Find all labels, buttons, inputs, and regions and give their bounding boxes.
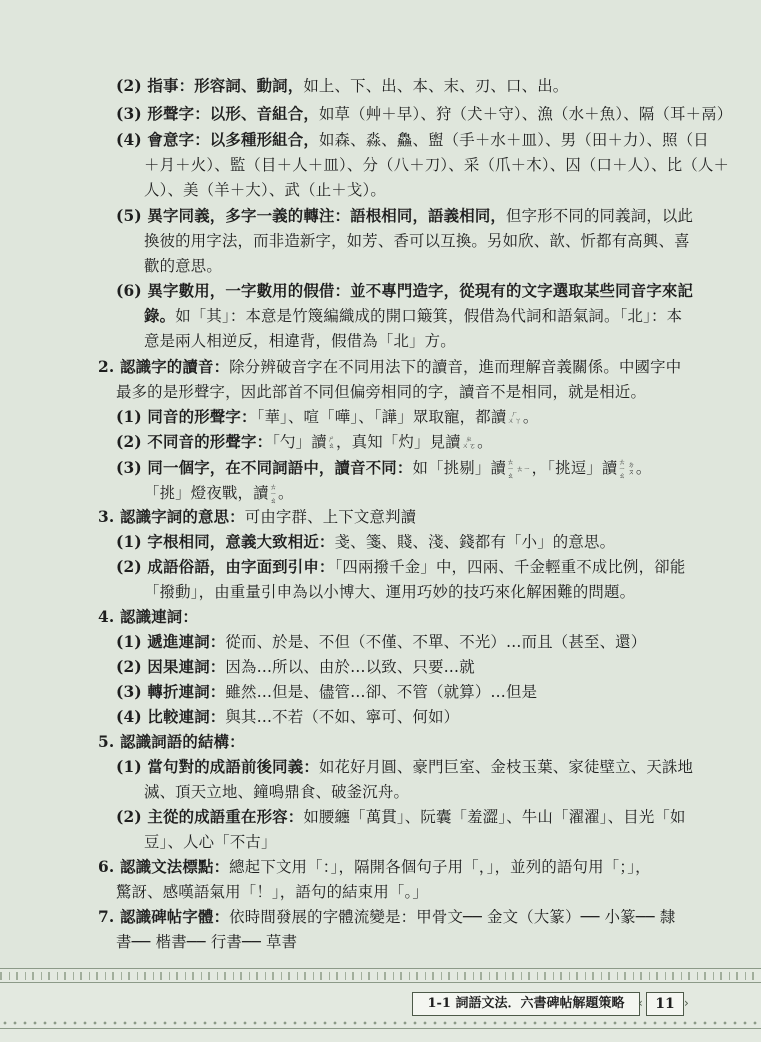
- s4-item-2: [116, 655, 475, 679]
- section-body: 總起下文用「：」，隔開各個句子用「，」，並列的語句用「；」，: [229, 858, 651, 876]
- item-head: (1) 字根相同，意義大致相近：: [116, 533, 335, 551]
- item-body: 雖然…但是、儘管…卻、不管（就算）…但是: [225, 683, 538, 701]
- item-head: (3) 形聲字：以形、音組合，: [116, 105, 319, 123]
- item-head: (2) 指事：形容詞、動詞，: [116, 77, 304, 95]
- item-jiajie: (6) 異字數用，一字數用的假借：並不專門造字，從現有的文字選取某些同音字來記: [116, 282, 694, 300]
- item-body-line: [144, 304, 682, 328]
- zhuyin-annotation: ㄊ ㄧ ㄠ: [269, 482, 277, 505]
- item-end: 。: [277, 484, 294, 502]
- item-body-line: 意是兩人相逆反，相違背，假借為「北」方。: [144, 332, 456, 350]
- s3-item-2: [116, 555, 685, 579]
- item-head: 錄。: [144, 307, 176, 325]
- section-6-heading: [98, 855, 651, 879]
- item-head: (1) 同音的形聲字：: [116, 408, 257, 426]
- s4-item-4: [116, 705, 459, 729]
- item-head: (2) 成語俗語，由字面到引申：: [116, 558, 335, 576]
- section-body: 依時間發展的字體流變是：甲骨文── 金文（大篆）── 小篆── 隸: [229, 908, 676, 926]
- item-body: 「四兩撥千金」中，四兩、千金輕重不成比例，卻能: [334, 558, 686, 576]
- footer-pattern: [0, 972, 761, 980]
- chapter-title: 1-1 詞語文法．六書碑帖解題策略: [412, 992, 640, 1016]
- section-head: 2. 認識字的讀音：: [98, 358, 230, 376]
- item-body: 如腰纏「萬貫」、阮囊「羞澀」、牛山「濯濯」、目光「如: [303, 808, 686, 826]
- section-head: 7. 認識碑帖字體：: [98, 908, 230, 926]
- item-body: 如森、淼、鱻、盥（手＋水＋皿）、男（田＋力）、照（日: [318, 131, 709, 149]
- item-body: 但字形不同的同義詞，以此: [506, 207, 694, 225]
- item-body: 與其…不若（不如、寧可、何如）: [225, 708, 460, 726]
- item-body: 「華」、喧「嘩」、「譁」眾取寵，都讀: [256, 408, 507, 426]
- zhuyin-annotation: ㄉ ㄡ: [627, 461, 635, 476]
- item-end: 。: [477, 433, 493, 451]
- item-head: (1) 當句對的成語前後同義：: [116, 758, 319, 776]
- item-body-line: [144, 481, 294, 505]
- section-4-heading: 4. 認識連詞：: [98, 608, 198, 626]
- s3-item-1: [116, 530, 615, 554]
- item-xingsheng: [116, 102, 732, 126]
- item-body-line: ＋月＋火）、監（目＋人＋皿）、分（八＋刀）、采（爪＋木）、囚（口＋人）、比（人＋: [144, 156, 730, 174]
- item-head: (3) 同一個字，在不同詞語中，讀音不同：: [116, 459, 413, 477]
- zhuyin-annotation: ㄏ ㄨㄚ: [507, 410, 522, 425]
- item-body-line: 換彼的用字法，而非造新字，如芳、香可以互換。另如欣、歆、忻都有高興、喜: [144, 232, 690, 250]
- section-head: 6. 認識文法標點：: [98, 858, 230, 876]
- s2-item-1: [116, 405, 538, 429]
- s4-item-3: [116, 680, 537, 704]
- item-zhuanzhu: [116, 204, 693, 228]
- item-head: (2) 不同音的形聲字：: [116, 433, 273, 451]
- section-body-line: 書── 楷書── 行書── 草書: [116, 933, 298, 951]
- section-body-line: 驚訝、感嘆語氣用「！」，語句的結束用「。」: [116, 883, 429, 901]
- zhuyin-annotation: ㄊ ㄧ ㄠ: [618, 457, 626, 480]
- item-body: 如花好月圓、豪門巨室、金枝玉葉、家徒壁立、天誅地: [318, 758, 694, 776]
- item-head: (1) 遞進連詞：: [116, 633, 226, 651]
- item-head: (2) 因果連詞：: [116, 658, 226, 676]
- s2-item-2: [116, 430, 493, 454]
- item-end: 。: [635, 459, 652, 477]
- item-body-line: 豆」、人心「不古」: [144, 833, 277, 851]
- item-body: ，「挑逗」讀: [531, 459, 618, 477]
- item-body: 從而、於是、不但（不僅、不單、不光）…而且（甚至、還）: [225, 633, 647, 651]
- item-body-line: 滅、頂天立地、鐘鳴鼎食、破釜沉舟。: [144, 783, 410, 801]
- footer-dots: [0, 1020, 761, 1026]
- section-7-heading: [98, 905, 675, 929]
- section-body-line: 最多的是形聲字，因此部首不同但偏旁相同的字，讀音不是相同，就是相近。: [116, 383, 647, 401]
- section-5-heading: 5. 認識詞語的結構：: [98, 733, 245, 751]
- item-head: (5) 異字同義，多字一義的轉注：語根相同，語義相同，: [116, 207, 507, 225]
- zhuyin-annotation: ㄓ ㄨㄛ: [461, 435, 477, 450]
- item-head: (3) 轉折連詞：: [116, 683, 226, 701]
- item-body: 「挑」燈夜戰，讀: [144, 484, 269, 502]
- item-body: 「勺」讀: [272, 433, 327, 451]
- item-body: ，真知「灼」見讀: [336, 433, 461, 451]
- zhuyin-annotation: ㄊ ㄧ ㄠ: [507, 457, 515, 480]
- footer-divider: [0, 968, 761, 969]
- zhuyin-annotation: ㄊㄧ: [516, 464, 531, 473]
- item-body-line: 「撥動」，由重量引申為以小博大、運用巧妙的技巧來化解困難的問題。: [144, 583, 636, 601]
- chevron-left-icon: ‹: [638, 996, 643, 1010]
- page-number: 11: [646, 992, 684, 1016]
- section-3-heading: [98, 505, 416, 529]
- s5-item-2: [116, 805, 686, 829]
- section-head: 3. 認識字詞的意思：: [98, 508, 245, 526]
- chevron-right-icon: ›: [684, 996, 689, 1010]
- s5-item-1: [116, 755, 693, 779]
- section-body: 除分辨破音字在不同用法下的讀音，進而理解音義關係。中國字中: [229, 358, 682, 376]
- item-body: 如「其」：本意是竹篾編織成的開口簸箕，假借為代詞和語氣詞。「北」：本: [175, 307, 683, 325]
- item-head: (4) 比較連詞：: [116, 708, 226, 726]
- item-body: 戔、箋、賤、淺、錢都有「小」的意思。: [334, 533, 616, 551]
- s2-item-3: [116, 456, 652, 480]
- zhuyin-annotation: ㄕ ㄠ: [327, 435, 336, 450]
- item-body-line: 歡的意思。: [144, 257, 222, 275]
- s4-item-1: [116, 630, 646, 654]
- item-zhishi: [116, 74, 568, 98]
- section-body: 可由字群、上下文意判讀: [244, 508, 417, 526]
- item-body-line: 人）、美（羊＋大）、武（止＋戈）。: [144, 181, 386, 199]
- item-head: (4) 會意字：以多種形組合，: [116, 131, 319, 149]
- item-body: 如「挑剔」讀: [412, 459, 507, 477]
- item-body: 因為…所以、由於…以致、只要…就: [225, 658, 475, 676]
- item-body: 如草（艸＋早）、狩（犬＋守）、漁（水＋魚）、隔（耳＋鬲）: [318, 105, 733, 123]
- footer-divider: [0, 982, 761, 983]
- item-huiyi: [116, 128, 709, 152]
- section-2-heading: [98, 355, 681, 379]
- item-body: 如上、下、出、本、末、刃、口、出。: [303, 77, 569, 95]
- footer-divider: [0, 1028, 761, 1029]
- item-end: 。: [522, 408, 539, 426]
- item-head: (2) 主從的成語重在形容：: [116, 808, 304, 826]
